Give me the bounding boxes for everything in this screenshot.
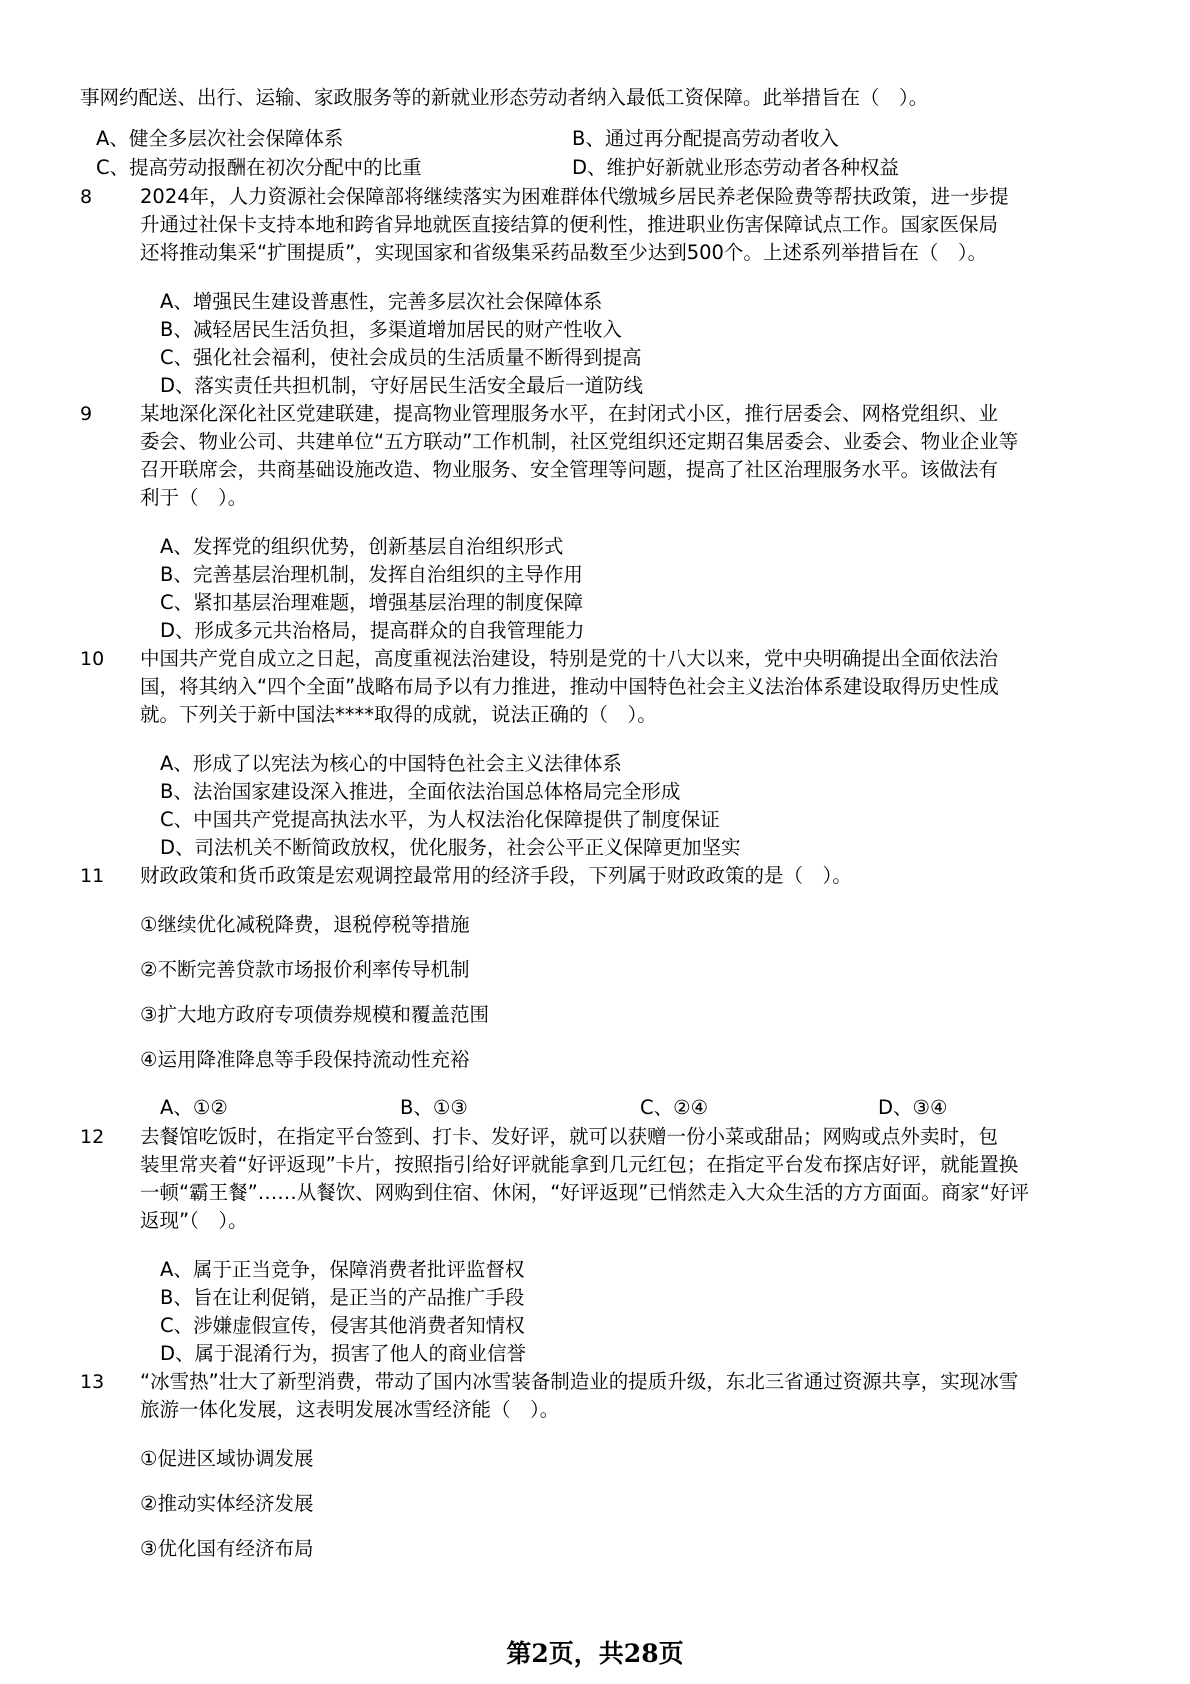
q13-item: ②推动实体经济发展 bbox=[140, 1492, 314, 1515]
q8-option-c: C、强化社会福利，使社会成员的生活质量不断得到提高 bbox=[160, 346, 642, 369]
q9-option-a: A、发挥党的组织优势，创新基层自治组织形式 bbox=[160, 535, 564, 558]
q8-option-a: A、增强民生建设普惠性，完善多层次社会保障体系 bbox=[160, 290, 603, 313]
q7-option-c: C、提高劳动报酬在初次分配中的比重 bbox=[96, 156, 422, 179]
q10-option-a: A、形成了以宪法为核心的中国特色社会主义法律体系 bbox=[160, 752, 622, 775]
q7-stem-line: 事网约配送、出行、运输、家政服务等的新就业形态劳动者纳入最低工资保障。此举措旨在（ ）。 bbox=[80, 86, 929, 109]
q8-stem-line: 2024年，人力资源社会保障部将继续落实为困难群体代缴城乡居民养老保险费等帮扶政策，进一步提 bbox=[140, 185, 1009, 208]
q13-item: ③优化国有经济布局 bbox=[140, 1537, 314, 1560]
question-number: 10 bbox=[80, 648, 105, 670]
q8-option-d: D、落实责任共担机制，守好居民生活安全最后一道防线 bbox=[160, 374, 644, 397]
q13-stem-line: “冰雪热”壮大了新型消费，带动了国内冰雪装备制造业的提质升级，东北三省通过资源共享，实现冰雪 bbox=[140, 1370, 1019, 1393]
q12-option-b: B、旨在让利促销，是正当的产品推广手段 bbox=[160, 1286, 525, 1309]
q11-option-c: C、②④ bbox=[640, 1096, 709, 1119]
q12-stem-line: 去餐馆吃饭时，在指定平台签到、打卡、发好评，就可以获赠一份小菜或甜品；网购或点外卖时，包 bbox=[140, 1125, 999, 1148]
q11-option-a: A、①② bbox=[160, 1096, 228, 1119]
q12-stem-line: 返现”（ ）。 bbox=[140, 1209, 248, 1232]
q10-stem-line: 就。下列关于新中国法****取得的成就，说法正确的（ ）。 bbox=[140, 703, 657, 726]
q12-stem-line: 装里常夹着“好评返现”卡片，按照指引给好评就能拿到几元红包；在指定平台发布探店好评，就能置换 bbox=[140, 1153, 1019, 1176]
q8-stem-line: 还将推动集采“扩围提质”，实现国家和省级集采药品数至少达到500个。上述系列举措旨在（ ）。 bbox=[140, 241, 988, 264]
question-number: 9 bbox=[80, 403, 93, 425]
q12-stem-line: 一顿“霸王餐”……从餐饮、网购到住宿、休闲，“好评返现”已悄然走入大众生活的方方面面。商家“好评 bbox=[140, 1181, 1030, 1204]
q11-item: ④运用降准降息等手段保持流动性充裕 bbox=[140, 1048, 470, 1071]
q9-option-b: B、完善基层治理机制，发挥自治组织的主导作用 bbox=[160, 563, 583, 586]
q10-option-c: C、中国共产党提高执法水平，为人权法治化保障提供了制度保证 bbox=[160, 808, 720, 831]
q10-stem-line: 中国共产党自成立之日起，高度重视法治建设，特别是党的十八大以来，党中央明确提出全面依法治 bbox=[140, 647, 999, 670]
q10-stem-line: 国，将其纳入“四个全面”战略布局予以有力推进，推动中国特色社会主义法治体系建设取得历史性成 bbox=[140, 675, 999, 698]
q9-option-d: D、形成多元共治格局，提高群众的自我管理能力 bbox=[160, 619, 585, 642]
q9-stem-line: 某地深化深化社区党建联建，提高物业管理服务水平，在封闭式小区，推行居委会、网格党组织、业 bbox=[140, 402, 999, 425]
q9-stem-line: 召开联席会，共商基础设施改造、物业服务、安全管理等问题，提高了社区治理服务水平。该做法有 bbox=[140, 458, 999, 481]
q13-stem-line: 旅游一体化发展，这表明发展冰雪经济能（ ）。 bbox=[140, 1398, 560, 1421]
q7-option-b: B、通过再分配提高劳动者收入 bbox=[572, 127, 839, 150]
q8-option-b: B、减轻居民生活负担，多渠道增加居民的财产性收入 bbox=[160, 318, 622, 341]
q11-item: ②不断完善贷款市场报价利率传导机制 bbox=[140, 958, 470, 981]
q10-option-b: B、法治国家建设深入推进，全面依法治国总体格局完全形成 bbox=[160, 780, 681, 803]
page-footer: 第2页，共28页 bbox=[506, 1639, 684, 1668]
question-number: 13 bbox=[80, 1371, 105, 1393]
question-number: 11 bbox=[80, 865, 105, 887]
q8-stem-line: 升通过社保卡支持本地和跨省异地就医直接结算的便利性，推进职业伤害保障试点工作。国家医保局 bbox=[140, 213, 999, 236]
q11-item: ①继续优化减税降费，退税停税等措施 bbox=[140, 913, 470, 936]
q9-stem-line: 委会、物业公司、共建单位“五方联动”工作机制，社区党组织还定期召集居委会、业委会、物业企业等 bbox=[140, 430, 1019, 453]
q7-option-a: A、健全多层次社会保障体系 bbox=[96, 127, 344, 150]
q9-option-c: C、紧扣基层治理难题，增强基层治理的制度保障 bbox=[160, 591, 584, 614]
question-number: 8 bbox=[80, 186, 93, 208]
q11-item: ③扩大地方政府专项债券规模和覆盖范围 bbox=[140, 1003, 489, 1026]
q9-stem-line: 利于（ ）。 bbox=[140, 486, 248, 509]
q11-option-b: B、①③ bbox=[400, 1096, 468, 1119]
q11-stem-line: 财政政策和货币政策是宏观调控最常用的经济手段，下列属于财政政策的是（ ）。 bbox=[140, 864, 852, 887]
q7-option-d: D、维护好新就业形态劳动者各种权益 bbox=[572, 156, 900, 179]
q12-option-a: A、属于正当竞争，保障消费者批评监督权 bbox=[160, 1258, 525, 1281]
q11-option-d: D、③④ bbox=[878, 1096, 948, 1119]
q13-item: ①促进区域协调发展 bbox=[140, 1447, 314, 1470]
question-number: 12 bbox=[80, 1126, 105, 1148]
q12-option-d: D、属于混淆行为，损害了他人的商业信誉 bbox=[160, 1342, 527, 1365]
q10-option-d: D、司法机关不断简政放权，优化服务，社会公平正义保障更加坚实 bbox=[160, 836, 741, 859]
q12-option-c: C、涉嫌虚假宣传，侵害其他消费者知情权 bbox=[160, 1314, 525, 1337]
